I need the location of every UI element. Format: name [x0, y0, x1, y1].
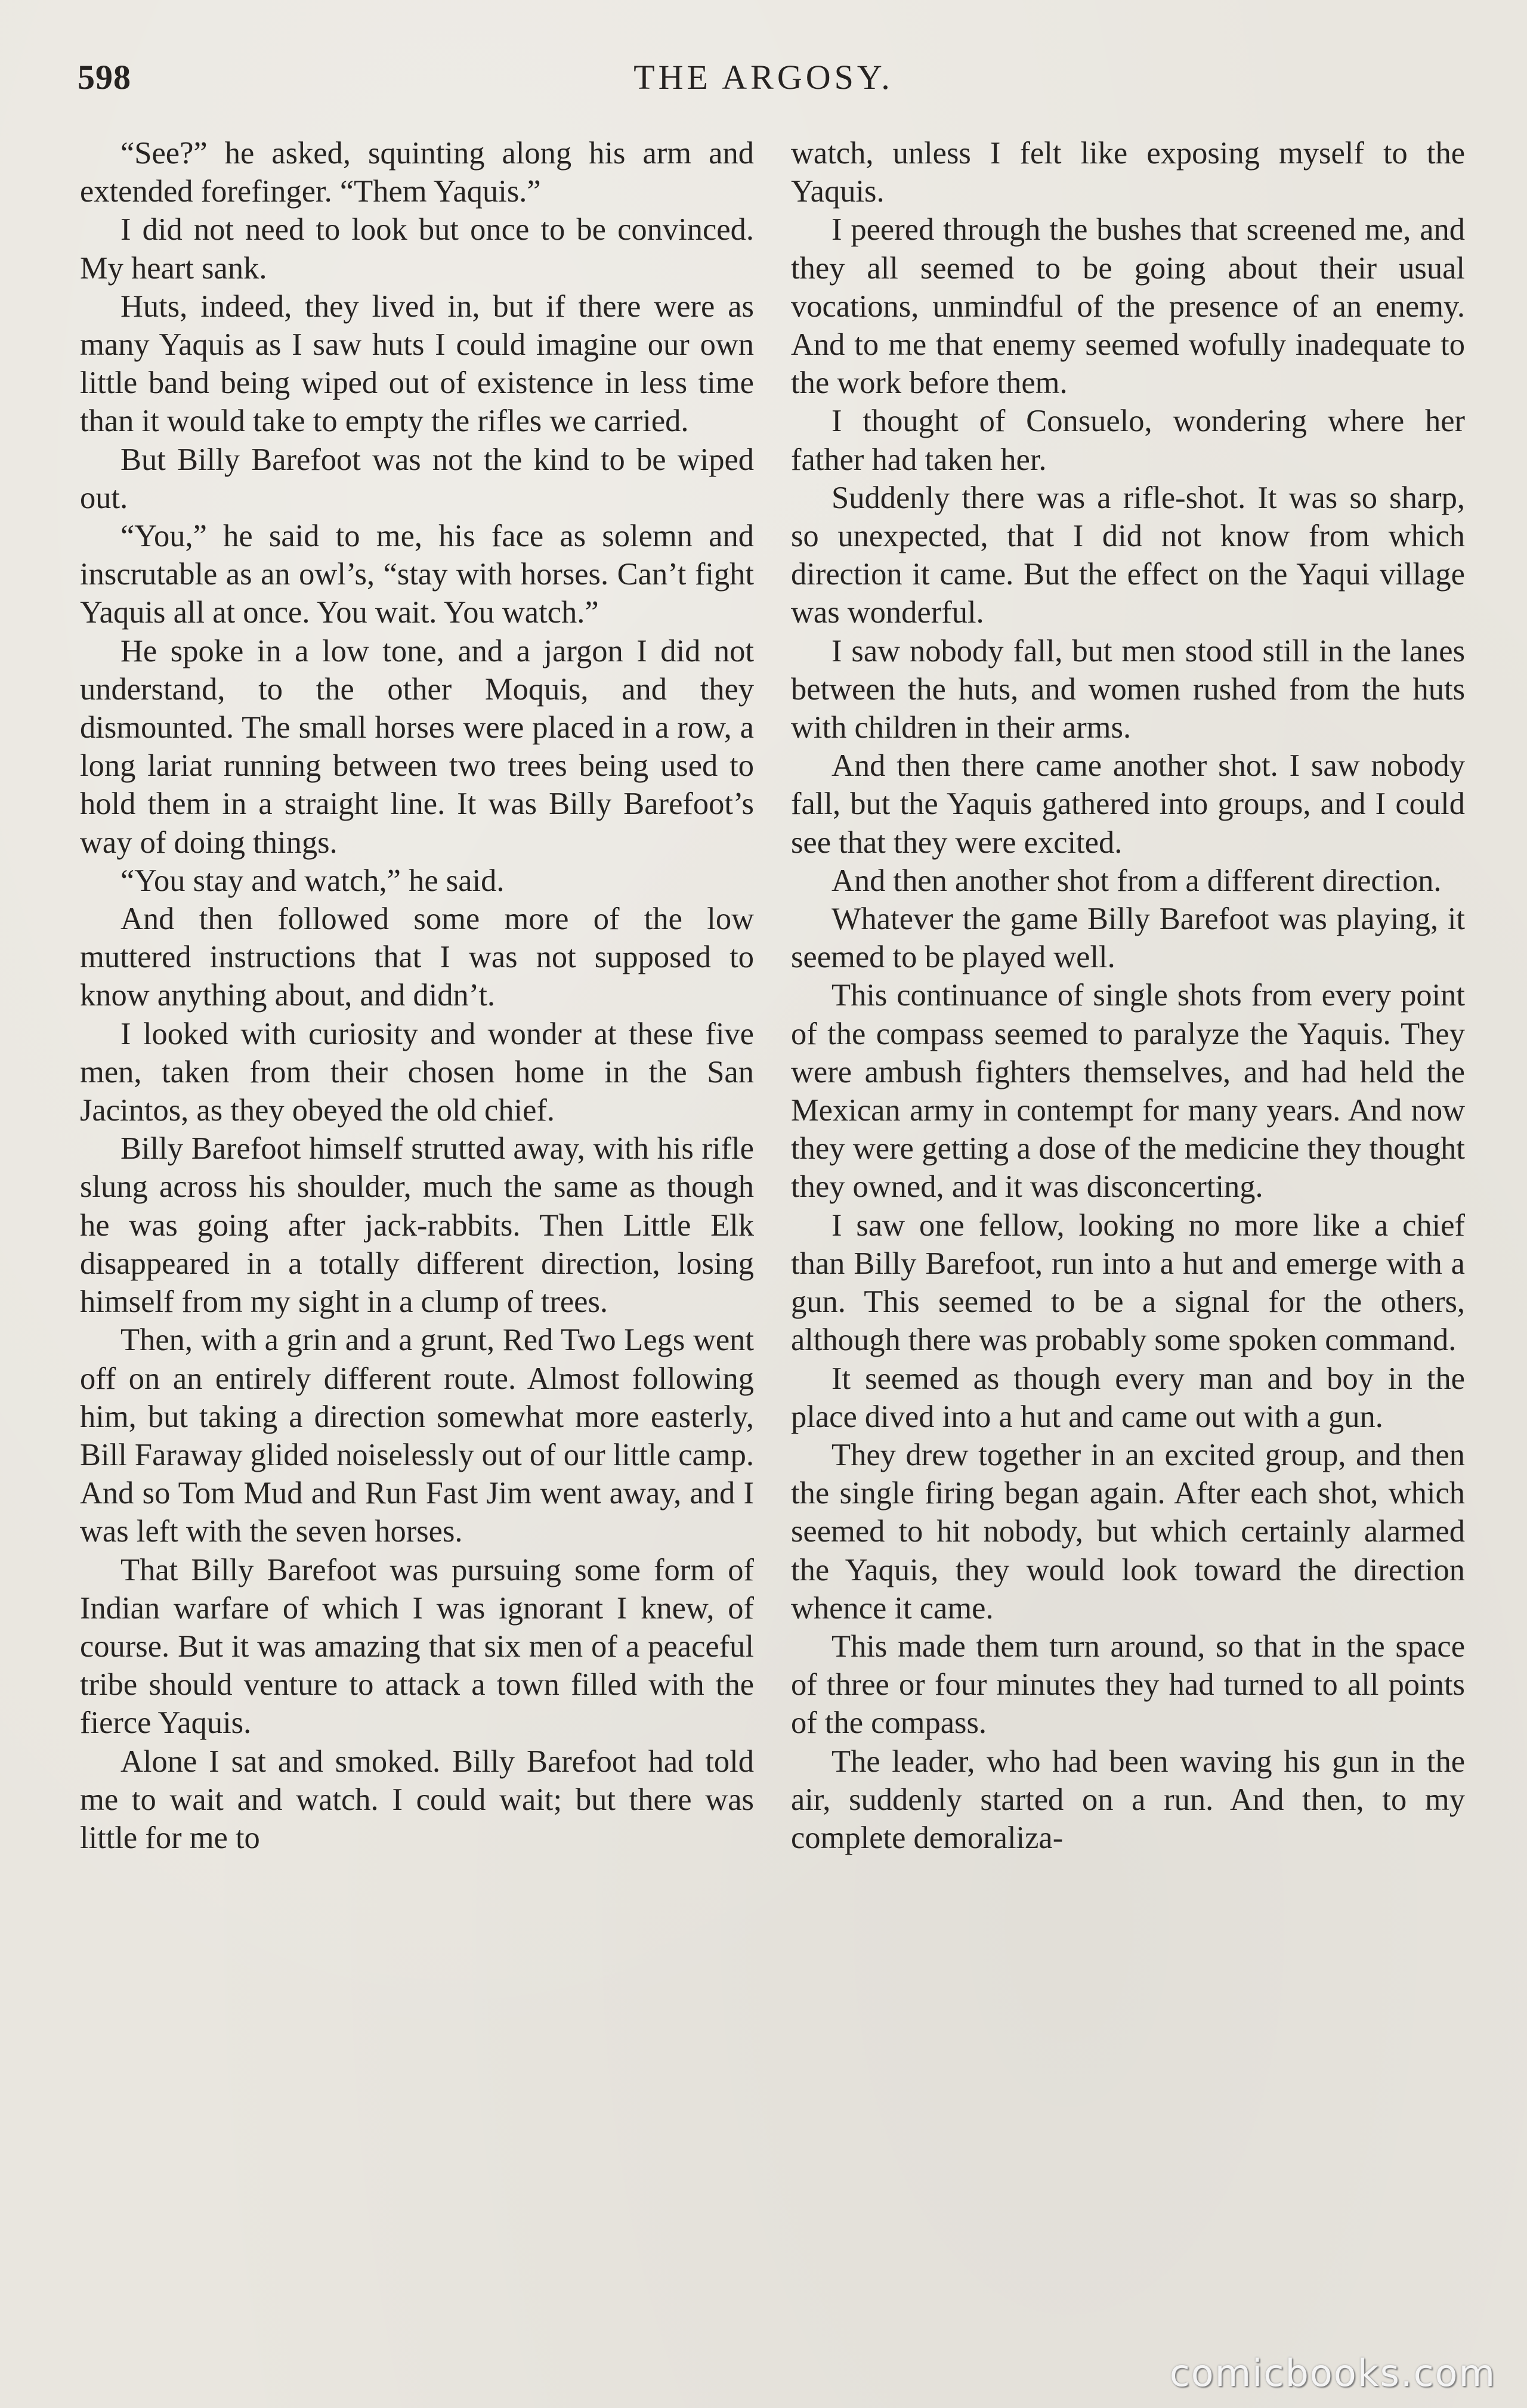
- site-watermark: comicbooks.com: [1169, 2351, 1496, 2395]
- paragraph: Billy Barefoot himself strutted away, with his rifle slung across his shoulder, much the same as though he was going after jack-rabbits. Then Little Elk disappeared in a totally different direction, losing himself from my sight in a clump of trees.: [80, 1131, 754, 1320]
- paragraph: “You,” he said to me, his face as solemn and inscrutable as an owl’s, “stay with horses. Can’t fight Yaquis all at once. You wait. You watch.”: [80, 519, 754, 630]
- paragraph: They drew together in an excited group, and then the single firing began again. After each shot, which seemed to hit nobody, but which certainly alarmed the Yaquis, they would look toward the direction whence it came.: [791, 1437, 1465, 1626]
- paragraph: And then followed some more of the low muttered instructions that I was not supposed to know anything about, and didn’t.: [80, 902, 754, 1013]
- paragraph: Huts, indeed, they lived in, but if there were as many Yaquis as I saw huts I could imagine our own little band being wiped out of existence in less time than it would take to empty the rifles we carried.: [80, 289, 754, 439]
- paragraph: Alone I sat and smoked. Billy Barefoot had told me to wait and watch. I could wait; but there was little for me to: [80, 1744, 754, 1855]
- paragraph: “See?” he asked, squinting along his arm and extended forefinger. “Them Yaquis.”: [80, 136, 754, 209]
- page-header: [78, 57, 1449, 111]
- page-number: 598: [78, 58, 131, 97]
- paragraph: Then, with a grin and a grunt, Red Two Legs went off on an entirely different route. Almost following him, but taking a direction somewhat more easterly, Bill Faraway glided noiselessly out of our little camp. And so Tom Mud and Run Fast Jim went away, and I was left with the seven horses.: [80, 1323, 755, 1549]
- paragraph: He spoke in a low tone, and a jargon I did not understand, to the other Moquis, and they dismounted. The small horses were placed in a row, a long lariat running between two trees being used to hold them in a straight line. It was Billy Barefoot’s way of doing things.: [80, 633, 754, 860]
- paragraph: This made them turn around, so that in the space of three or four minutes they had turned to all points of the compass.: [791, 1629, 1465, 1741]
- paragraph: And then another shot from a different direction.: [831, 863, 1442, 898]
- paragraph: But Billy Barefoot was not the kind to be wiped out.: [80, 442, 754, 515]
- paragraph: I saw nobody fall, but men stood still in the lanes between the huts, and women rushed from the huts with children in their arms.: [791, 633, 1465, 745]
- paragraph: That Billy Barefoot was pursuing some form of Indian warfare of which I was ignorant I knew, of course. But it was amazing that six men of a peaceful tribe should venture to attack a town filled with the fierce Yaquis.: [80, 1552, 754, 1741]
- paragraph: The leader, who had been waving his gun in the air, suddenly started on a run. And then, to my complete demoraliza-: [791, 1744, 1465, 1855]
- paragraph: I did not need to look but once to be convinced. My heart sank.: [80, 212, 754, 286]
- paragraph: I thought of Consuelo, wondering where her father had taken her.: [791, 404, 1465, 477]
- paragraph: “You stay and watch,” he said.: [120, 863, 505, 898]
- running-title: THE ARGOSY.: [633, 58, 894, 97]
- paragraph: This continuance of single shots from every point of the compass seemed to paralyze the Yaquis. They were ambush fighters themselves, and had held the Mexican army in contempt for many years. And now they were getting a dose of the medicine they thought they owned, and it was disconcerting.: [791, 978, 1465, 1205]
- paragraph: I peered through the bushes that screened me, and they all seemed to be going about their usual vocations, unmindful of the presence of an enemy. And to me that enemy seemed wofully inadequate to the work before them.: [791, 212, 1465, 401]
- continued-paragraph: watch, unless I felt like exposing myself to the Yaquis.: [791, 136, 1465, 209]
- paragraph: I looked with curiosity and wonder at these five men, taken from their chosen home in the San Jacintos, as they obeyed the old chief.: [80, 1016, 754, 1128]
- paragraph: Suddenly there was a rifle-shot. It was so sharp, so unexpected, that I did not know from which direction it came. But the effect on the Yaqui village was wonderful.: [791, 480, 1465, 630]
- paragraph: I saw one fellow, looking no more like a chief than Billy Barefoot, run into a hut and emerge with a gun. This seemed to be a signal for the others, although there was probably some spoken command.: [791, 1208, 1465, 1358]
- left-column: [80, 134, 754, 1857]
- paragraph: And then there came another shot. I saw nobody fall, but the Yaquis gathered into groups, and I could see that they were excited.: [791, 748, 1465, 860]
- paragraph: Whatever the game Billy Barefoot was playing, it seemed to be played well.: [791, 902, 1465, 975]
- right-column: [791, 134, 1465, 1857]
- paragraph: It seemed as though every man and boy in the place dived into a hut and came out with a gun.: [791, 1361, 1465, 1434]
